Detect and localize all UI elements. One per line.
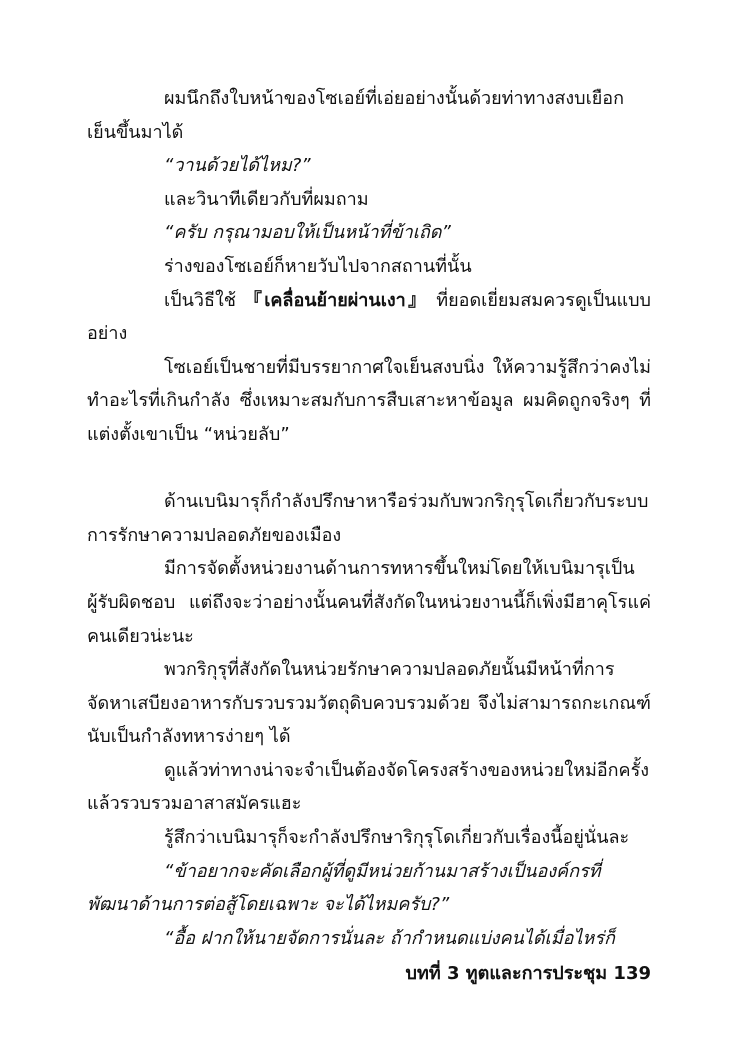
chapter-label: บทที่ 3 ทูตและการประชุม xyxy=(405,963,608,984)
dialogue-line: “วานด้วยได้ไหม?” xyxy=(164,155,311,177)
skill-name: 『เคลื่อนย้ายผ่านเงา』 xyxy=(243,289,429,311)
paragraph: ร่างของโซเอย์ก็หายวับไปจากสถานที่นั้น xyxy=(164,255,472,277)
paragraph: ดูแล้วท่าทางน่าจะจำเป็นต้องจัดโครงสร้างของหน่วยใหม่อีกครั้งแล้วรวบรวมอาสาสมัครแฮะ xyxy=(87,759,650,815)
dialogue-line: “ข้าอยากจะคัดเลือกผู้ที่ดูมีหน่วยก้านมาสร้างเป็นองค์กรที่พัฒนาด้านการต่อสู้โดยเฉพาะ จะได้ไหมครับ?” xyxy=(87,860,601,916)
text-span: เป็นวิธีใช้ xyxy=(164,289,244,311)
paragraph: ด้านเบนิมารุก็กำลังปรึกษาหารือร่วมกับพวกริกุรุโดเกี่ยวกับระบบการรักษาความปลอดภัยของเมือง xyxy=(87,491,649,546)
paragraph: ผมนึกถึงใบหน้าของโซเอย์ที่เอ่ยอย่างนั้นด้วยท่าทางสงบเยือกเย็นขึ้นมาได้ xyxy=(87,88,625,143)
dialogue-line: “ครับ กรุณามอบให้เป็นหน้าที่ข้าเถิด” xyxy=(164,222,451,244)
body-text xyxy=(87,82,651,955)
section-break xyxy=(87,452,651,486)
paragraph: และวินาทีเดียวกับที่ผมถาม xyxy=(164,188,369,210)
paragraph: โซเอย์เป็นชายที่มีบรรยากาศใจเย็นสงบนิ่ง ให้ความรู้สึกว่าคงไม่ทำอะไรที่เกินกำลัง ซึ่งเหมาะสมกับการสืบเสาะหาข้อมูล ผมคิดถูกจริงๆ ที่แต่งตั้งเขาเป็น “หน่วยลับ” xyxy=(87,356,651,445)
paragraph: รู้สึกว่าเบนิมารุก็จะกำลังปรึกษาริกุรุโดเกี่ยวกับเรื่องนี้อยู่นั่นละ xyxy=(164,827,630,849)
paragraph xyxy=(87,284,651,351)
page-footer xyxy=(406,958,651,987)
page-number: 139 xyxy=(613,963,651,984)
paragraph: มีการจัดตั้งหน่วยงานด้านการทหารขึ้นใหม่โดยให้เบนิมารุเป็นผู้รับผิดชอบ แต่ถึงจะว่าอย่างนั้นคนที่สังกัดในหน่วยงานนี้ก็เพิ่งมีฮาคุโรแค่คนเดียวน่ะนะ xyxy=(87,558,651,647)
paragraph: พวกริกุรุที่สังกัดในหน่วยรักษาความปลอดภัยนั้นมีหน้าที่การจัดหาเสบียงอาหารกับรวบรวมวัตถุดิบควบรวมด้วย จึงไม่สามารถกะเกณฑ์นับเป็นกำลังทหารง่ายๆ ได้ xyxy=(87,659,651,748)
dialogue-line: “อื้อ ฝากให้นายจัดการนั่นละ ถ้ากำหนดแบ่งคนได้เมื่อไหร่ก็ xyxy=(164,927,615,949)
text-span: ที่ยอดเยี่ยมสมควรดูเป็นแบบอย่าง xyxy=(87,289,651,345)
